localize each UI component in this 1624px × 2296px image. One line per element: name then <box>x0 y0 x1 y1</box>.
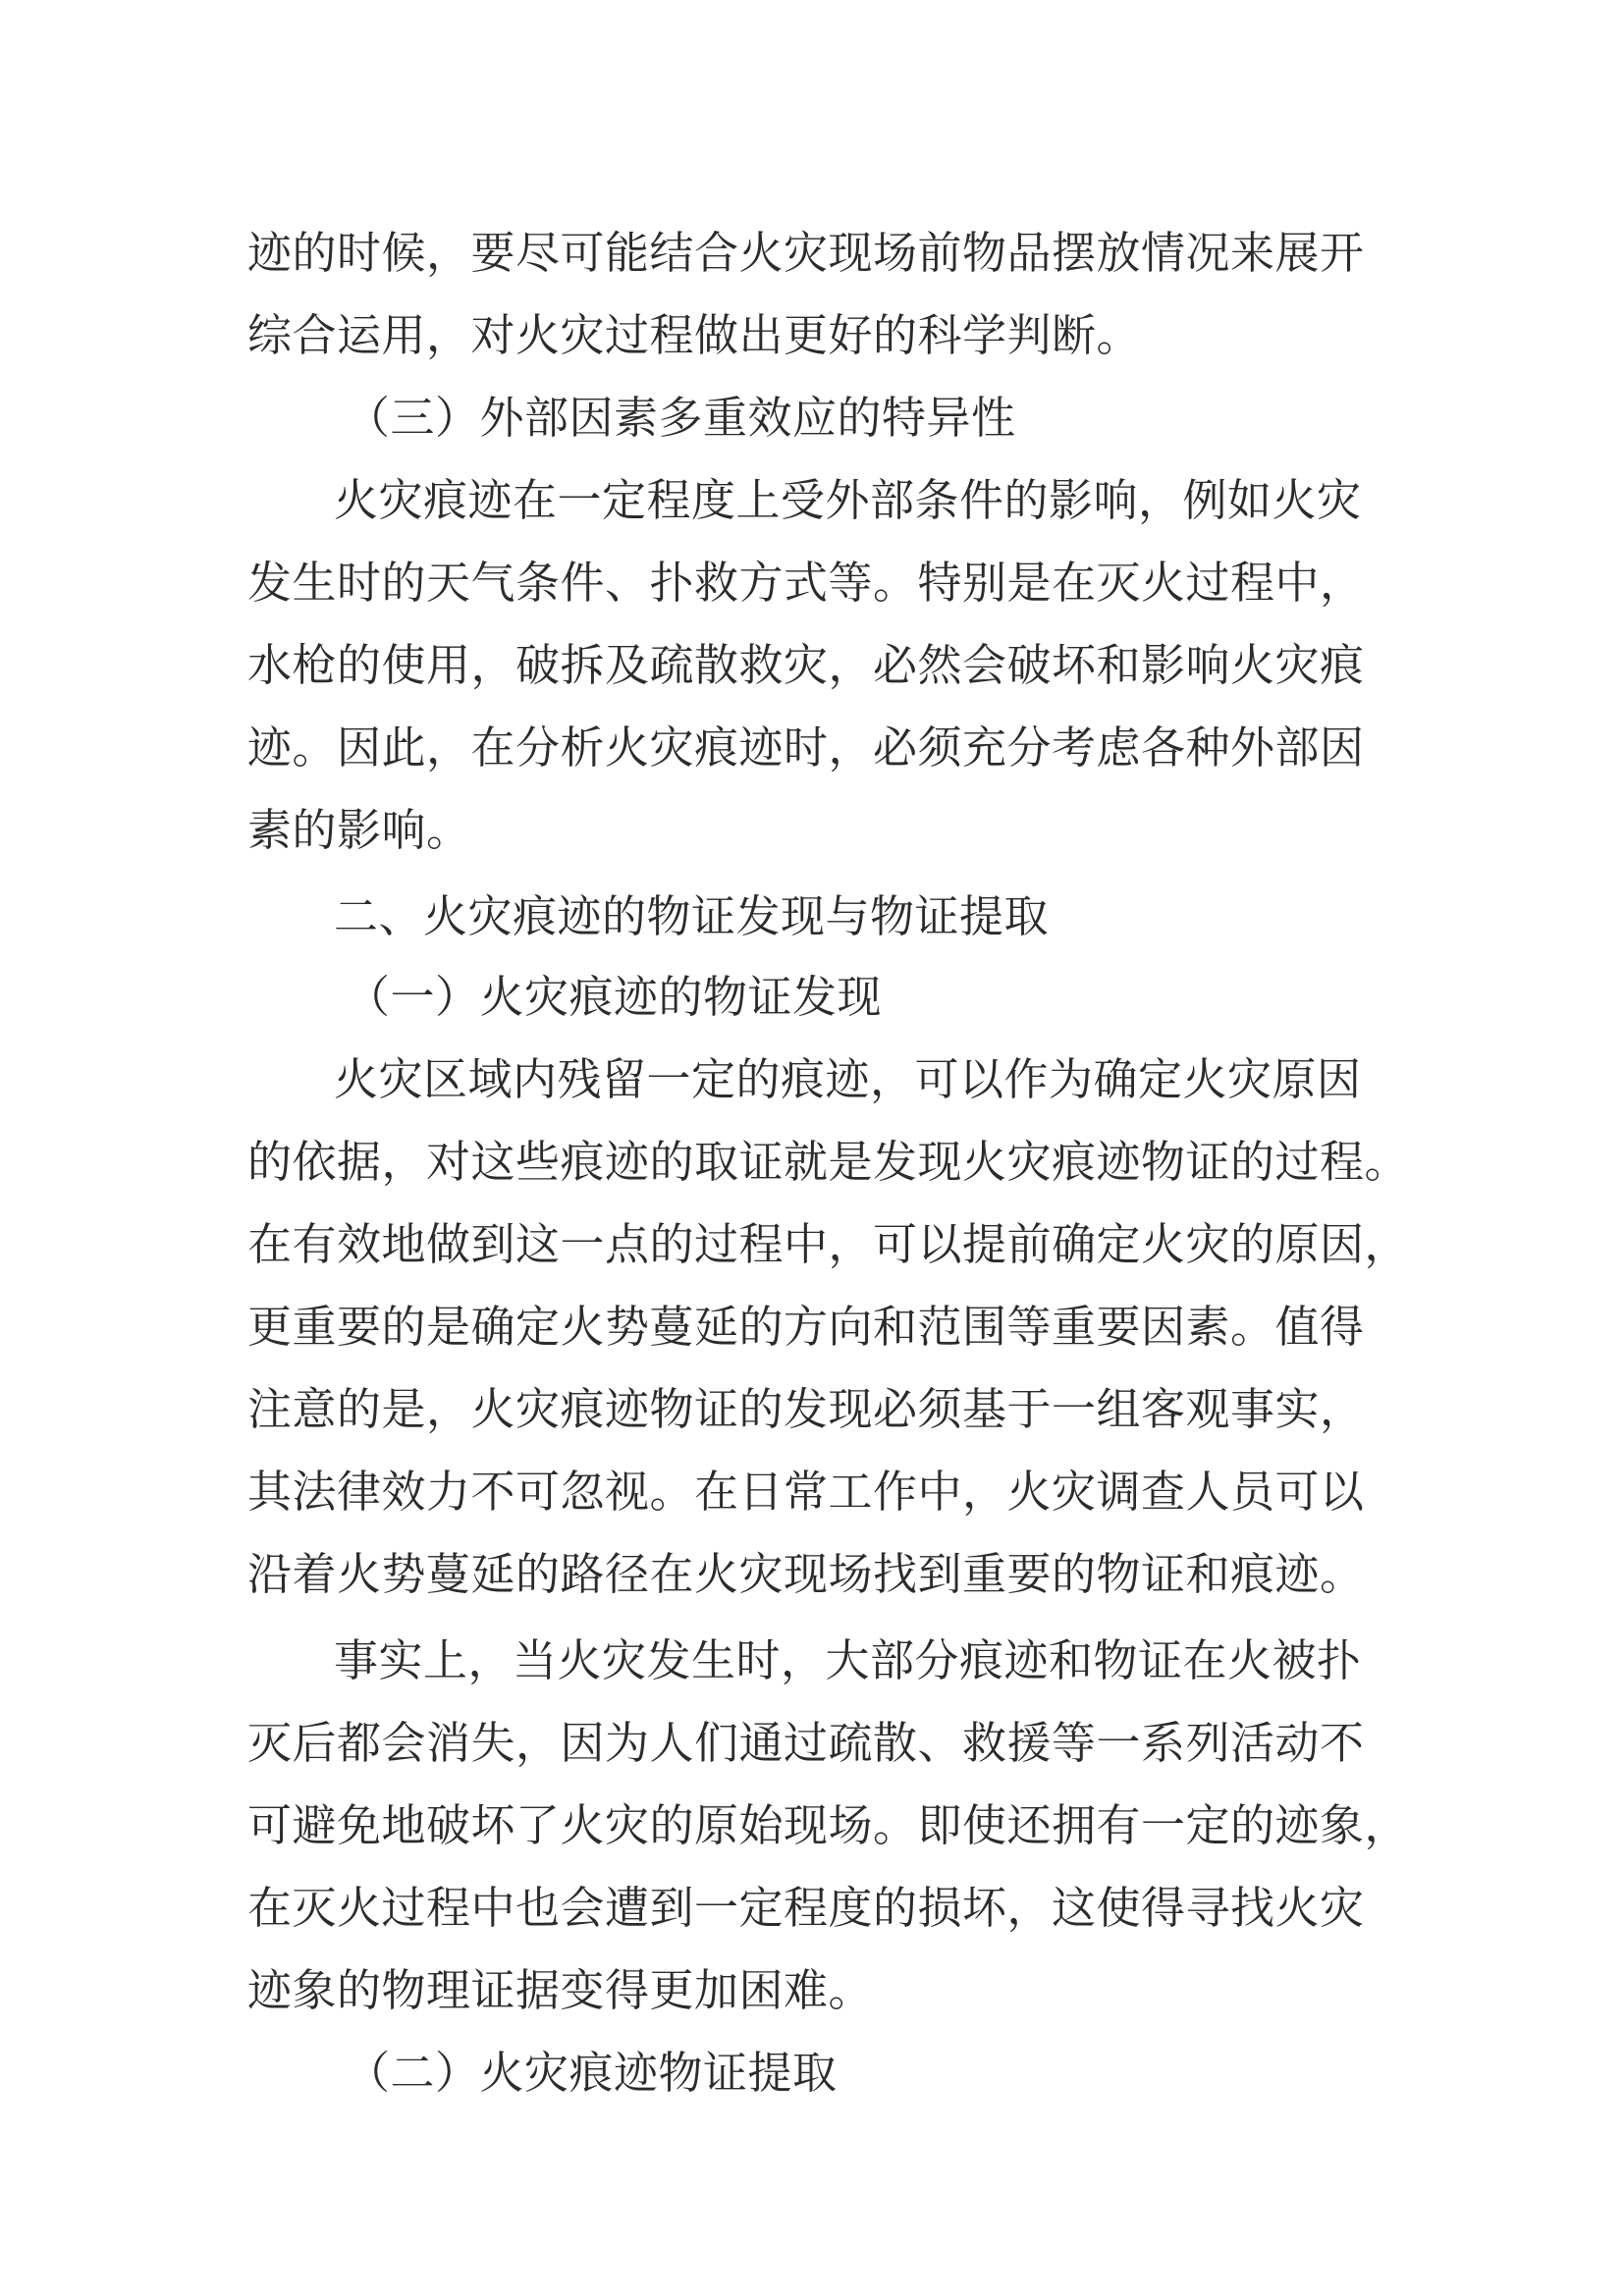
text-line: 灭后都会消失，因为人们通过疏散、救援等一系列活动不 <box>247 1717 1365 1769</box>
text-line: 其法律效力不可忽视。在日常工作中，火灾调查人员可以 <box>247 1466 1365 1518</box>
text-line: 沿着火势蔓延的路径在火灾现场找到重要的物证和痕迹。 <box>247 1548 1365 1600</box>
section-heading: （三）外部因素多重效应的特异性 <box>346 392 1016 444</box>
text-line: 在有效地做到这一点的过程中，可以提前确定火灾的原因， <box>247 1218 1410 1270</box>
text-line: 迹象的物理证据变得更加困难。 <box>247 1964 874 2016</box>
text-line: 综合运用，对火灾过程做出更好的科学判断。 <box>247 309 1142 361</box>
text-line: 在灭火过程中也会遭到一定程度的损坏，这使得寻找火灾 <box>247 1882 1365 1934</box>
text-line: 注意的是，火灾痕迹物证的发现必须基于一组客观事实， <box>247 1383 1365 1435</box>
paragraph-first-line: 火灾区域内残留一定的痕迹，可以作为确定火灾原因 <box>334 1053 1362 1105</box>
text-line: 发生时的天气条件、扑救方式等。特别是在灭火过程中， <box>247 557 1365 609</box>
paragraph-first-line: 事实上，当火灾发生时，大部分痕迹和物证在火被扑 <box>334 1634 1362 1686</box>
paragraph-first-line: 火灾痕迹在一定程度上受外部条件的影响，例如火灾 <box>334 474 1362 526</box>
text-line: 水枪的使用，破拆及疏散救灾，必然会破坏和影响火灾痕 <box>247 639 1365 691</box>
section-heading: （二）火灾痕迹物证提取 <box>346 2047 838 2099</box>
text-line: 更重要的是确定火势蔓延的方向和范围等重要因素。值得 <box>247 1301 1365 1353</box>
section-heading: （一）火灾痕迹的物证发现 <box>346 971 883 1023</box>
chapter-heading: 二、火灾痕迹的物证发现与物证提取 <box>334 890 1050 942</box>
text-line: 迹。因此，在分析火灾痕迹时，必须充分考虑各种外部因 <box>247 721 1365 774</box>
text-line: 的依据，对这些痕迹的取证就是发现火灾痕迹物证的过程。 <box>247 1136 1410 1188</box>
text-line: 迹的时候，要尽可能结合火灾现场前物品摆放情况来展开 <box>247 227 1365 279</box>
text-line: 可避免地破坏了火灾的原始现场。即使还拥有一定的迹象， <box>247 1799 1410 1851</box>
text-line: 素的影响。 <box>247 804 471 856</box>
